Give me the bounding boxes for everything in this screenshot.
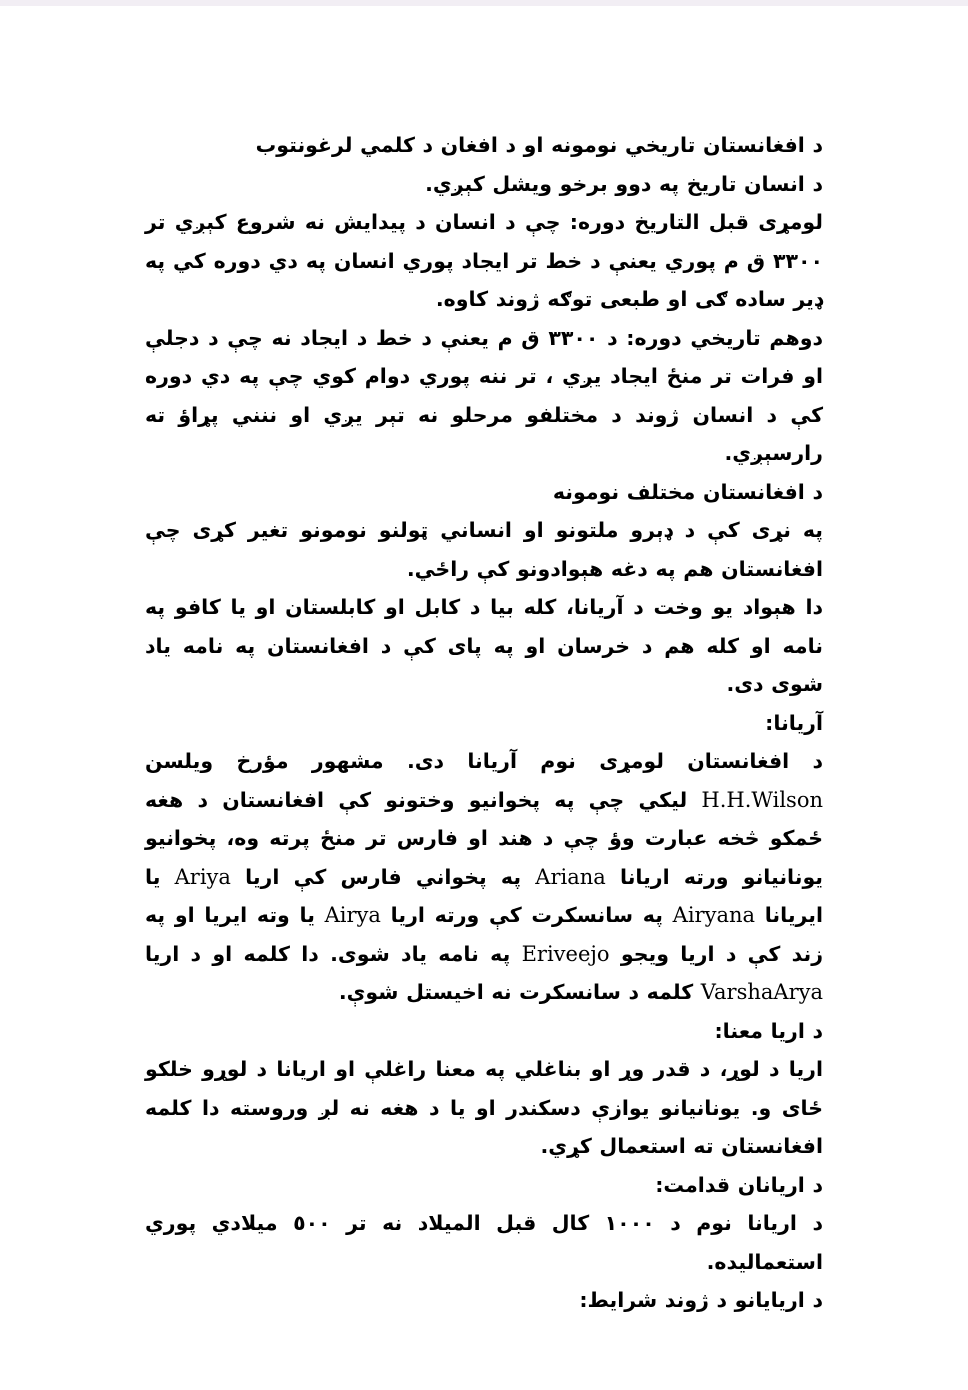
latin-word-eriveejo: Eriveejo: [521, 941, 610, 966]
wilson-text-part-3: په پخواني فارس کې اريا: [230, 864, 536, 889]
wilson-text-part-7: په نامه ياد شوی. دا کلمه او د اريا: [145, 941, 522, 966]
latin-word-airyana: Airyana: [672, 903, 756, 927]
latin-word-arya: Arya: [773, 980, 823, 1004]
heading-aryan-antiquity: د اريانان قدامت:: [655, 1172, 823, 1197]
latin-word-ariya: Ariya: [174, 864, 231, 889]
paragraph-historic-period: دوهم تاريخي دوره: د ٣٣٠٠ ق م يعنې د خط د ايجاد نه چې د دجلې او فرات تر منځ ايجاد يږي ، تر ننه پوري دوام کوي چې په دي دوره کې د انسان ژوند د مختلفو مرحلو نه تېر يږي او ننني پړاؤ ته رارسېږي.: [145, 325, 823, 465]
wilson-text-part-1: د افغانستان لومړی نوم آريانا دی. مشهور مؤرخ ويلسن: [145, 749, 823, 773]
intro-line: د انسان تاريخ په دوو برخو ويشل کېږي.: [425, 171, 823, 196]
paragraph-arya-meaning: اريا د لوړ، د قدر وړ او بناغلي په معنا راغلې او اريانا د لوړو خلکو ځای و. يونانيانو يوازې دسکندر او يا د هغه نه لږ وروسته دا کلمه افغانستان ته استعمال کړي.: [145, 1057, 823, 1158]
wilson-text-part-8: کلمه د سانسکرت نه اخيستل شوې.: [338, 980, 701, 1004]
paragraph-country-historic-names: دا هېواد يو وخت د آريانا، کله بيا د کابل او کابلستان او يا کافو په نامه او کله هم د خرسان او په پای کې د افغانستان په نامه ياد شوی دی.: [145, 595, 823, 696]
document-title-line: د افغانستان تاريخي نومونه او د افغان د کلمي لرغونتوب: [255, 133, 823, 157]
wilson-text-part-4: يا ايريانا: [145, 864, 824, 927]
paragraph-aryan-antiquity: د اريانا نوم د ١٠٠٠ کال قبل الميلاد نه تر ٥٠٠ ميلادي پوري استعماليده.: [145, 1211, 823, 1274]
page-top-band: [0, 0, 968, 6]
latin-word-varsha: Varsha: [700, 980, 774, 1004]
heading-ariana: آريانا:: [765, 710, 823, 735]
latin-name-hh-wilson: H.H.Wilson: [701, 787, 823, 812]
paragraph-prehistoric-period: لومړی قبل التاريخ دوره: چې د انسان د پيدايش نه شروع کېږي تر ٣٣٠٠ ق م پوري يعنې د خط تر ايجاد پوري انسان په دي دوره کي په ډير ساده ګی او طبعی توګه ژوند کاوه.: [145, 210, 823, 311]
page-content: [145, 126, 823, 1320]
wilson-text-part-5: په سانسکرت کې ورته اريا: [380, 903, 673, 927]
heading-arya-meaning: د اريا معنا:: [714, 1018, 823, 1043]
latin-word-ariana: Ariana: [535, 864, 606, 889]
heading-aryan-living-conditions: د اريايانو د ژوند شرايط:: [579, 1288, 823, 1312]
latin-word-airya: Airya: [324, 903, 381, 927]
wilson-text-part-6: يا وته ايريا او په زند کې د اريا ويجو: [145, 903, 823, 966]
wilson-text-part-2: ليکي چې په پخوانيو وختونو کې افغانستان د هغه ځمکو څخه عبارت وؤ چې د هند او فارس تر منځ پرته وه، پخوانيو يونانيانو ورته اريانا: [145, 787, 823, 889]
paragraph-wilson-ariana-etymology: [145, 742, 823, 1012]
paragraph-world-nations-names: په نړی کې د ډېرو ملتونو او انساني ټولنو نومونو تغير کړی چې افغانستان هم په دغه هېوادونو کې راځي.: [145, 518, 823, 581]
heading-afghanistan-names: د افغانستان مختلف نومونه: [552, 479, 823, 504]
